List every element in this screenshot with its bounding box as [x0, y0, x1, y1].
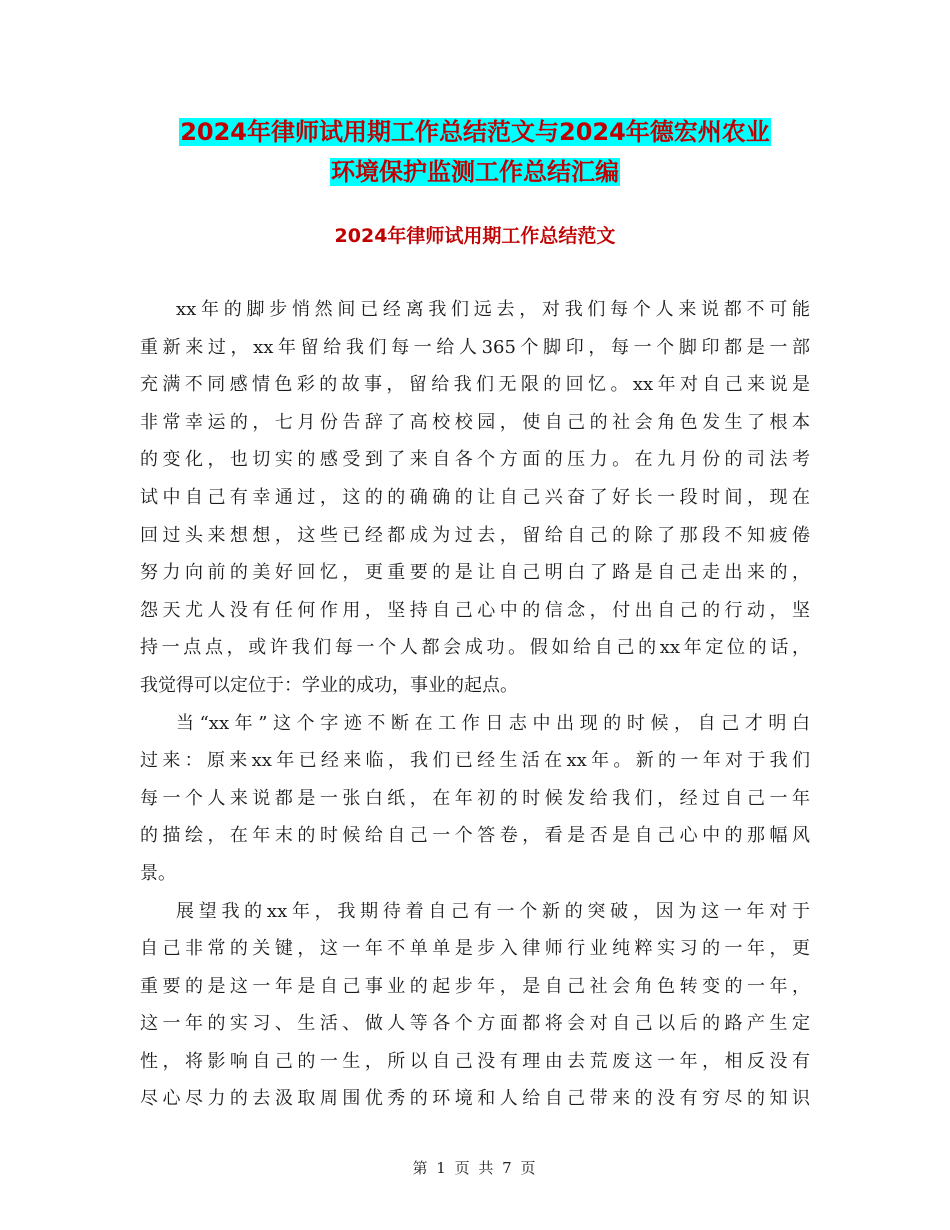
body-line: 回过头来想想，这些已经都成为过去，留给自己的除了那段不知疲倦: [140, 524, 810, 546]
section-title: 2024年律师试用期工作总结范文: [334, 225, 616, 247]
body-line: 试中自己有幸通过，这的的确确的让自己兴奋了好长一段时间，现在: [140, 486, 810, 508]
body-line: 非常幸运的，七月份告辞了高校校园，使自己的社会角色发生了根本: [140, 411, 810, 433]
body-line: 努力向前的美好回忆，更重要的是让自己明白了路是自己走出来的，: [140, 562, 810, 584]
document-title: [140, 112, 810, 192]
body-line: 过来：原来xx年已经来临，我们已经生活在xx年。新的一年对于我们: [140, 750, 810, 772]
body-line: 当“xx年”这个字迹不断在工作日志中出现的时候，自己才明白: [176, 712, 810, 734]
body-line: 景。: [140, 862, 176, 884]
body-line: 我觉得可以定位于：学业的成功，事业的起点。: [140, 674, 518, 696]
document-title-line-2-text: 环境保护监测工作总结汇编: [331, 158, 619, 186]
body-line: 的描绘，在年末的时候给自己一个答卷，看是否是自己心中的那幅风: [140, 825, 810, 847]
document-title-line-1-text: 2024年律师试用期工作总结范文与2024年德宏州农业: [180, 118, 770, 146]
body-line: 的变化，也切实的感受到了来自各个方面的压力。在九月份的司法考: [140, 449, 810, 471]
body-line: 重要的是这一年是自己事业的起步年，是自己社会角色转变的一年，: [140, 975, 810, 997]
body-text: [140, 291, 810, 1118]
body-line: 重新来过，xx年留给我们每一给人365个脚印，每一个脚印都是一部: [140, 336, 810, 358]
body-line: 充满不同感情色彩的故事，留给我们无限的回忆。xx年对自己来说是: [140, 374, 810, 396]
body-line: 怨天尤人没有任何作用，坚持自己心中的信念，付出自己的行动，坚: [140, 599, 810, 621]
body-line: 持一点点，或许我们每一个人都会成功。假如给自己的xx年定位的话，: [140, 637, 810, 659]
body-line: 性，将影响自己的一生，所以自己没有理由去荒废这一年，相反没有: [140, 1050, 810, 1072]
page-footer: 第 1 页 共 7 页: [412, 1159, 538, 1177]
document-title-line-1: [140, 112, 810, 152]
body-line: 展望我的xx年，我期待着自己有一个新的突破，因为这一年对于: [176, 900, 810, 922]
body-line: 每一个人来说都是一张白纸，在年初的时候发给我们，经过自己一年: [140, 787, 810, 809]
body-line: xx年的脚步悄然间已经离我们远去，对我们每个人来说都不可能: [176, 299, 810, 320]
body-line: 自己非常的关键，这一年不单单是步入律师行业纯粹实习的一年，更: [140, 938, 810, 960]
body-line: 这一年的实习、生活、做人等各个方面都将会对自己以后的路产生定: [140, 1013, 810, 1035]
document-title-line-2: [140, 152, 810, 192]
body-line: 尽心尽力的去汲取周围优秀的环境和人给自己带来的没有穷尽的知识: [140, 1088, 810, 1110]
